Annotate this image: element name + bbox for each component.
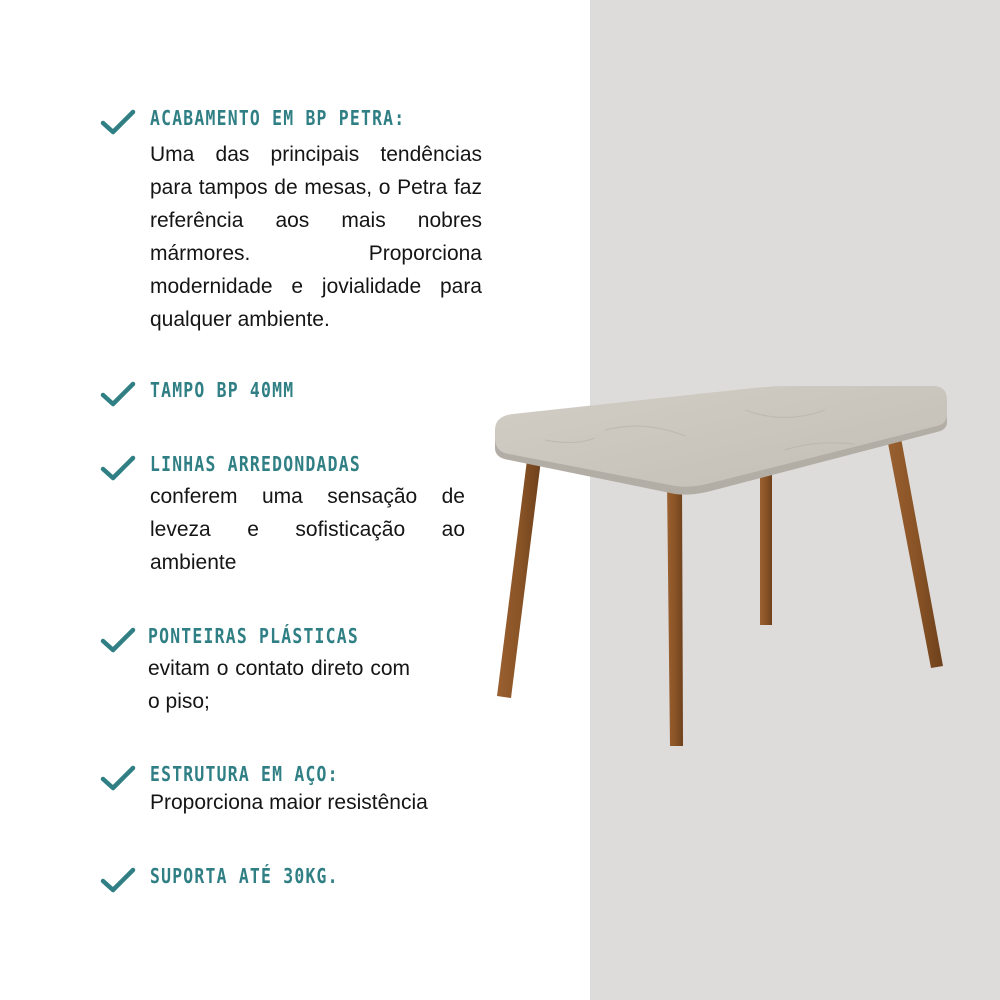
feature-description: Proporciona maior resistência bbox=[150, 791, 428, 814]
checkmark-icon bbox=[100, 380, 136, 408]
feature-description: evitam o contato direto com o piso; bbox=[148, 657, 410, 713]
checkmark-icon bbox=[100, 108, 136, 136]
table-leg-back-right bbox=[760, 470, 772, 625]
checkmark-icon bbox=[100, 866, 136, 894]
feature-description: Uma das principais tendências para tampos de mesas, o Petra faz referência aos mais nobres mármores. Proporciona modernidade e jovialidade para qualquer ambiente. bbox=[150, 143, 482, 331]
table-leg-front bbox=[667, 480, 683, 746]
table-illustration bbox=[485, 380, 955, 760]
feature-title: ACABAMENTO EM BP PETRA: bbox=[150, 106, 406, 130]
feature-title: TAMPO BP 40MM bbox=[150, 378, 295, 402]
feature-title: SUPORTA ATÉ 30KG. bbox=[150, 864, 339, 888]
checkmark-icon bbox=[100, 454, 136, 482]
feature-title: ESTRUTURA EM AÇO: bbox=[150, 762, 339, 786]
feature-title: LINHAS ARREDONDADAS bbox=[150, 452, 361, 476]
checkmark-icon bbox=[100, 626, 136, 654]
feature-title: PONTEIRAS PLÁSTICAS bbox=[148, 624, 359, 648]
table-top bbox=[495, 386, 947, 491]
feature-description: conferem uma sensação de leveza e sofisticação ao ambiente bbox=[150, 485, 465, 574]
checkmark-icon bbox=[100, 764, 136, 792]
table-leg-left bbox=[497, 460, 541, 698]
table-leg-right bbox=[887, 438, 943, 668]
